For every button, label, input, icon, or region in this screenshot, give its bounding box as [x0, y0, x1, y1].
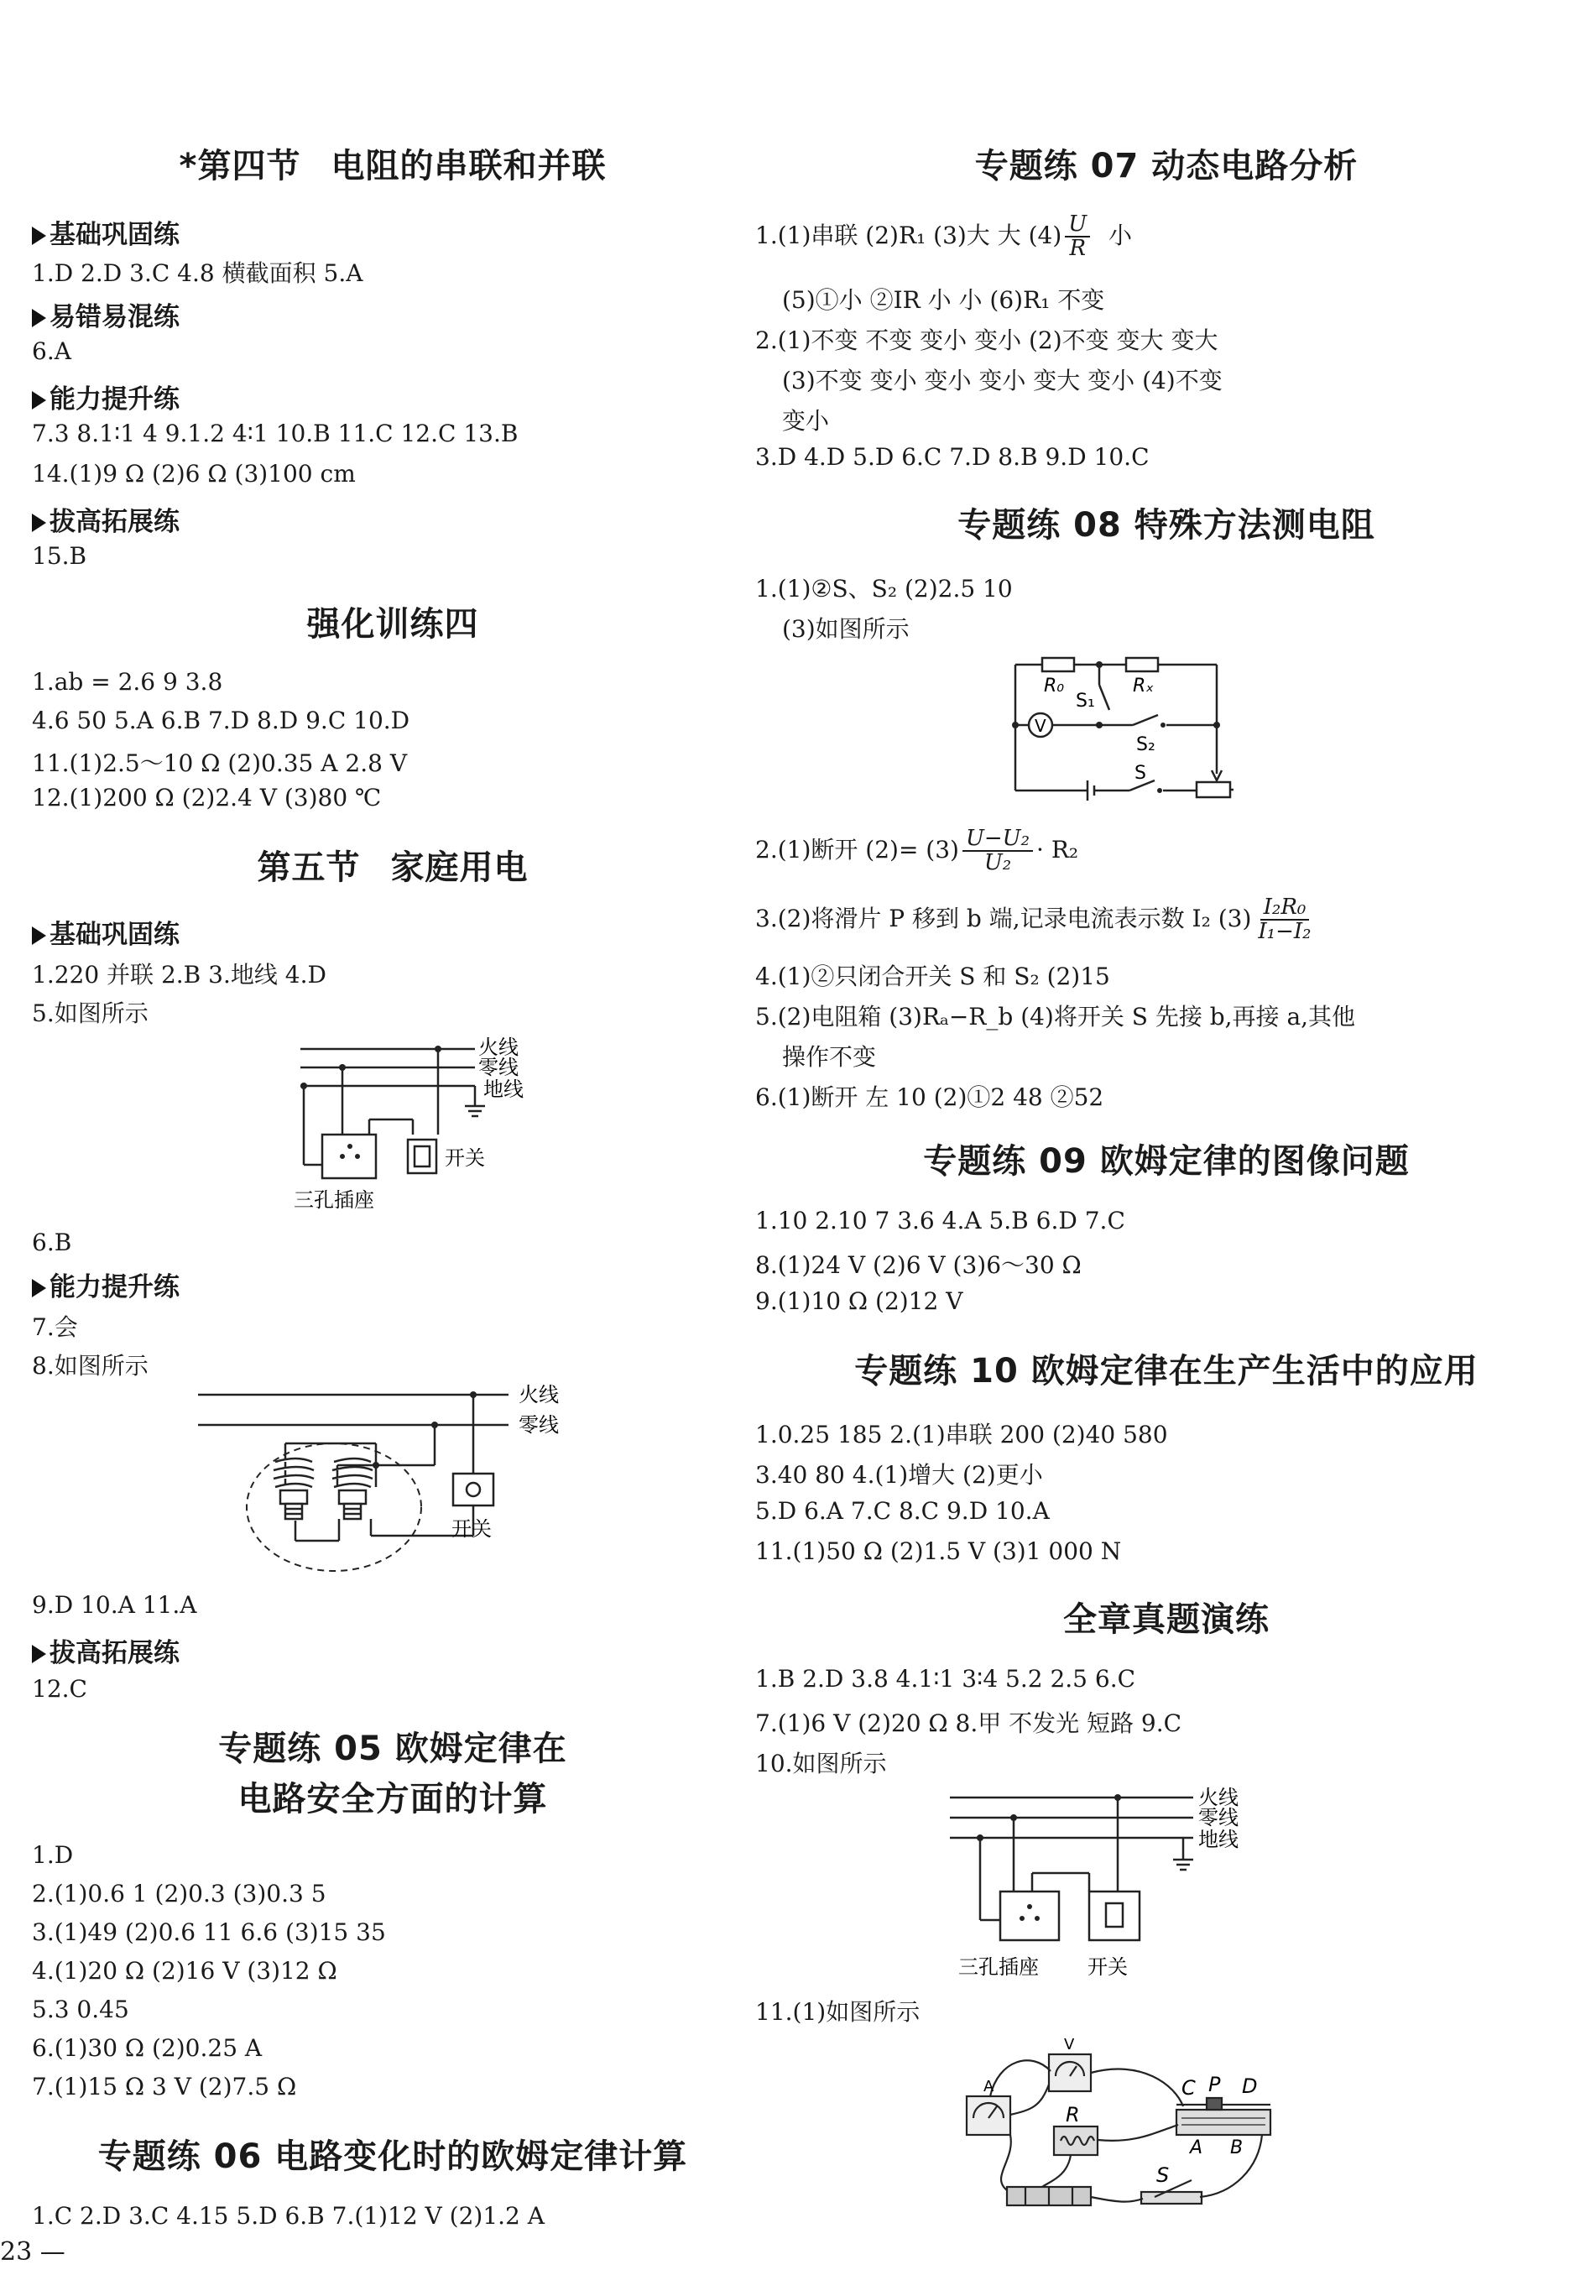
triangle-icon — [32, 514, 46, 532]
live-wire-label: 火线 — [519, 1383, 559, 1406]
answer-line: 8.(1)24 V (2)6 V (3)6～30 Ω — [755, 1251, 1082, 1279]
answer-line: 1.B 2.D 3.8 4.1∶1 3∶4 5.2 2.5 6.C — [755, 1665, 1136, 1693]
answer-line: 4.6 50 5.A 6.B 7.D 8.D 9.C 10.D — [32, 707, 410, 734]
subheading-basic: 基础巩固练 — [32, 913, 180, 951]
page-number: 23 — — [0, 2237, 65, 2267]
answer-line: 1.D — [32, 1841, 74, 1869]
answer-line: 7.会 — [32, 1313, 78, 1341]
answer-line: 3.D 4.D 5.D 6.C 7.D 8.B 9.D 10.C — [755, 443, 1150, 471]
fraction-u-minus-u2-over-u2: $\frac{\text{U−U₂}}{\text{U₂}}$ — [962, 827, 1033, 875]
left-column — [32, 0, 754, 2296]
s-label: S — [1134, 763, 1146, 784]
answer-line: 4.(1)②只闭合开关 S 和 S₂ (2)15 — [755, 963, 1110, 990]
answer-line: 9.D 10.A 11.A — [32, 1591, 197, 1619]
lamp-wiring-figure-8 — [191, 1376, 611, 1586]
answer-line: 9.(1)10 Ω (2)12 V — [755, 1287, 963, 1315]
answer-line: (5)①小 ②IR 小 小 (6)R₁ 不变 — [782, 286, 1105, 314]
section4-title: *第四节 电阻的串联和并联 — [179, 147, 607, 185]
resistance-measure-circuit — [1007, 648, 1242, 807]
answer-line: 6.B — [32, 1229, 72, 1256]
answer-line: 1.D 2.D 3.C 4.8 横截面积 5.A — [32, 259, 363, 287]
triangle-icon — [32, 309, 46, 327]
live-wire-label: 火线 — [1198, 1786, 1239, 1809]
switch-label: 开关 — [445, 1146, 485, 1170]
triangle-icon — [32, 227, 46, 245]
household-wiring-figure-5 — [258, 1031, 561, 1215]
chapter-review-title: 全章真题演练 — [1063, 1600, 1270, 1639]
neutral-wire-label: 零线 — [478, 1056, 519, 1079]
answer-line: 1.ab = 2.6 9 3.8 — [32, 668, 223, 696]
switch-s-label: S — [1156, 2163, 1170, 2187]
answer-line: 15.B — [32, 542, 87, 570]
answer-line: 11.(1)2.5～10 Ω (2)0.35 A 2.8 V — [32, 749, 408, 777]
answer-line: 1.0.25 185 2.(1)串联 200 (2)40 580 — [755, 1421, 1168, 1448]
triangle-icon — [32, 1279, 46, 1297]
answer-line: 2.(1)不变 不变 变小 变小 (2)不变 变大 变大 — [755, 326, 1218, 354]
subheading-advanced: 拔高拓展练 — [32, 500, 180, 538]
answer-line: 3.(1)49 (2)0.6 11 6.6 (3)15 35 — [32, 1918, 386, 1946]
answer-line: 操作不变 — [782, 1043, 877, 1071]
terminal-c-label: C — [1181, 2076, 1196, 2100]
answer-line: 6.A — [32, 337, 71, 365]
ammeter-icon: A — [983, 2078, 994, 2095]
answer-line: 10.如图所示 — [755, 1750, 887, 1777]
socket-label: 三孔插座 — [958, 1955, 1039, 1979]
r0-label: R₀ — [1044, 676, 1065, 697]
answer-line: 1.C 2.D 3.C 4.15 5.D 6.B 7.(1)12 V (2)1.2 A — [32, 2202, 545, 2230]
topic07-title: 专题练 07 动态电路分析 — [974, 147, 1359, 185]
household-wiring-figure-10 — [941, 1779, 1244, 1980]
neutral-wire-label: 零线 — [519, 1413, 559, 1437]
answer-line: 1.(1)②S、S₂ (2)2.5 10 — [755, 575, 1013, 603]
answer-line: 8.如图所示 — [32, 1352, 149, 1380]
rx-label: Rₓ — [1133, 676, 1155, 697]
s2-label: S₂ — [1136, 734, 1155, 755]
topic08-title: 专题练 08 特殊方法测电阻 — [957, 506, 1375, 545]
subheading-ability: 能力提升练 — [32, 378, 180, 415]
triangle-icon — [32, 926, 46, 945]
answer-line: 3.40 80 4.(1)增大 (2)更小 — [755, 1461, 1043, 1489]
terminal-a-label: A — [1190, 2137, 1203, 2158]
answer-line: 6.(1)30 Ω (2)0.25 A — [32, 2034, 263, 2062]
topic05-title-line2: 电路安全方面的计算 — [237, 1780, 548, 1819]
terminal-d-label: D — [1242, 2074, 1258, 2098]
answer-line: 7.3 8.1∶1 4 9.1.2 4∶1 10.B 11.C 12.C 13.B — [32, 420, 519, 447]
switch-label: 开关 — [1087, 1955, 1128, 1979]
answer-line: 2.(1)断开 (2)= (3) $\frac{\text{U−U₂}}{\text{U₂}}$ · R₂ — [755, 826, 1079, 876]
answer-line: 1.10 2.10 7 3.6 4.A 5.B 6.D 7.C — [755, 1207, 1125, 1234]
answer-line: 12.C — [32, 1675, 87, 1703]
s1-label: S₁ — [1076, 691, 1095, 712]
ground-wire-label: 地线 — [1198, 1828, 1239, 1851]
answer-line: 12.(1)200 Ω (2)2.4 V (3)80 ℃ — [32, 784, 382, 811]
subheading-error-prone: 易错易混练 — [32, 295, 180, 333]
live-wire-label: 火线 — [478, 1036, 519, 1059]
section5-title: 第五节 家庭用电 — [257, 848, 529, 887]
socket-label: 三孔插座 — [294, 1188, 374, 1212]
answer-line: 14.(1)9 Ω (2)6 Ω (3)100 cm — [32, 460, 356, 488]
answer-line: 2.(1)0.6 1 (2)0.3 (3)0.3 5 — [32, 1880, 326, 1907]
answer-line: 变小 — [782, 407, 830, 435]
cfl-lamp-1 — [274, 1458, 314, 1519]
answer-line: 1.220 并联 2.B 3.地线 4.D — [32, 961, 326, 989]
answer-line: 1.(1)串联 (2)R₁ (3)大 大 (4) $\frac{U}{R}$ 小 — [755, 211, 1133, 262]
topic09-title: 专题练 09 欧姆定律的图像问题 — [923, 1142, 1410, 1181]
topic05-title-line1: 专题练 05 欧姆定律在 — [218, 1730, 567, 1768]
fraction-i2r0-over-i1-minus-i2: $\frac{\text{I₂R₀}}{\text{I₁−I₂}}$ — [1258, 895, 1312, 945]
answer-line: (3)不变 变小 变小 变小 变大 变小 (4)不变 — [782, 367, 1223, 394]
terminal-b-label: B — [1230, 2137, 1244, 2158]
answer-line: 4.(1)20 Ω (2)16 V (3)12 Ω — [32, 1957, 337, 1985]
ground-wire-label: 地线 — [483, 1078, 524, 1101]
answer-line: 5.(2)电阻箱 (3)Rₐ−R_b (4)将开关 S 先接 b,再接 a,其他 — [755, 1003, 1356, 1031]
answer-line: 7.(1)6 V (2)20 Ω 8.甲 不发光 短路 9.C — [755, 1709, 1182, 1737]
subheading-basic: 基础巩固练 — [32, 213, 180, 251]
answer-line: (3)如图所示 — [782, 615, 910, 643]
neutral-wire-label: 零线 — [1198, 1806, 1239, 1829]
voltmeter-icon: V — [1064, 2036, 1075, 2053]
fraction-u-over-r: $\frac{U}{R}$ — [1065, 213, 1090, 261]
triangle-icon — [32, 1645, 46, 1663]
triangle-icon — [32, 391, 46, 410]
subheading-advanced: 拔高拓展练 — [32, 1631, 180, 1669]
answer-line: 5.3 0.45 — [32, 1996, 129, 2023]
answer-line: 6.(1)断开 左 10 (2)①2 48 ②52 — [755, 1083, 1104, 1111]
switch-label: 开关 — [451, 1517, 492, 1541]
answer-line: 11.(1)50 Ω (2)1.5 V (3)1 000 N — [755, 1537, 1122, 1565]
answer-line: 5.如图所示 — [32, 999, 149, 1027]
answer-line: 3.(2)将滑片 P 移到 b 端,记录电流表示数 I₂ (3) $\frac{\text{I₂R₀}}{\text{I₁−I₂}}$ — [755, 896, 1318, 944]
topic10-title: 专题练 10 欧姆定律在生产生活中的应用 — [854, 1352, 1479, 1391]
physical-circuit-figure-11 — [957, 2026, 1292, 2219]
answer-line: 5.D 6.A 7.C 8.C 9.D 10.A — [755, 1497, 1050, 1525]
drill4-title: 强化训练四 — [306, 605, 479, 644]
resistor-r-label: R — [1066, 2103, 1080, 2126]
topic06-title: 专题练 06 电路变化时的欧姆定律计算 — [97, 2137, 688, 2176]
subheading-ability: 能力提升练 — [32, 1265, 180, 1303]
slider-p-label: P — [1208, 2073, 1221, 2096]
answer-line: 7.(1)15 Ω 3 V (2)7.5 Ω — [32, 2073, 297, 2100]
right-column — [755, 0, 1578, 2296]
answer-line: 11.(1)如图所示 — [755, 1998, 921, 2026]
voltmeter-icon: V — [1035, 716, 1046, 736]
